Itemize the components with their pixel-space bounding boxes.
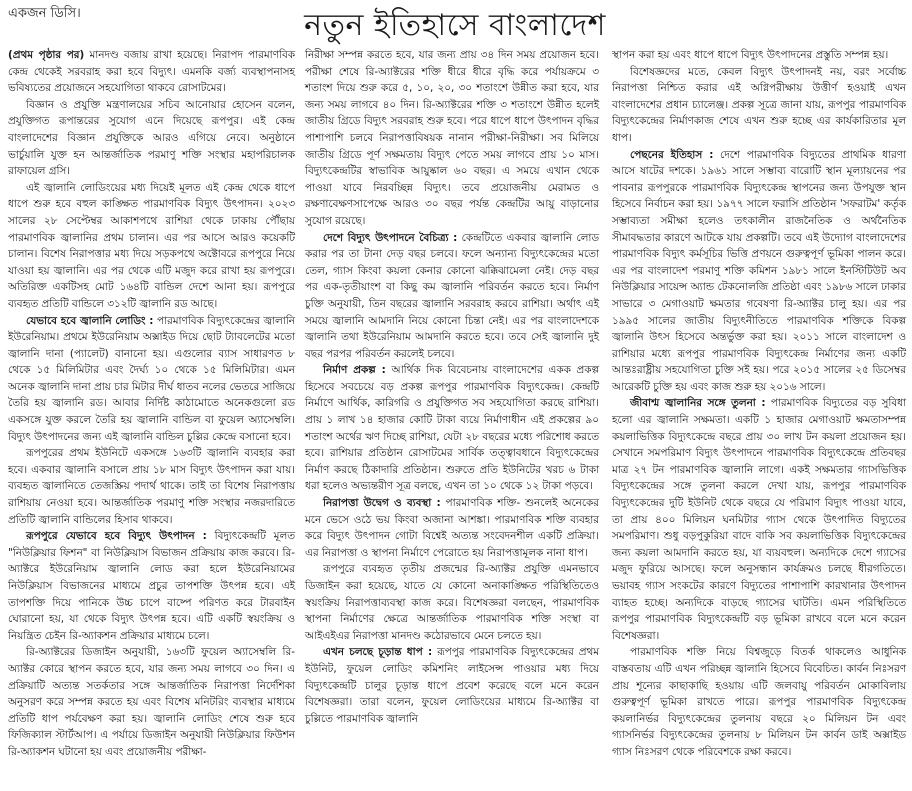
section-subheading: নিরাপত্তা উদ্বেগ ও ব্যবস্থা : xyxy=(323,497,441,510)
article-paragraph xyxy=(8,644,295,760)
paragraph-text: স্থাপন করা হয় এবং ধাপে ধাপে বিদ্যুৎ উৎপাদনের প্রস্তুতি সম্পন্ন হয়। xyxy=(612,49,889,61)
paragraph-text: নিরীক্ষা সম্পন্ন করতে হবে, যার জন্য প্রায় ৩৪ দিন সময় প্রয়োজন হবে। পরীক্ষা শেষে রি-অ্যাক্টরের শক্তি ধীরে ধীরে বৃদ্ধি করে পর্যায়ক্রমে ৩ শতাংশ দিয়ে শুরু করে ৫, ১০, ২০, ৩০ শতাংশে উন্নীত করা হবে, যার জন্য সময় লাগবে ৪০ দিন। রি-অ্যাক্টরের শক্তি ৩ শতাংশে উন্নীত হলেই জাতীয় গ্রিডে বিদ্যুৎ সরবরাহ শুরু হবে। পরে ধাপে ধাপে উৎপাদন বৃদ্ধির পাশাপাশি চলবে নিরাপত্তাবিষয়ক নানান পরীক্ষা-নিরীক্ষা। সব মিলিয়ে জাতীয় গ্রিডে পূর্ণ সক্ষমতায় বিদ্যুৎ পেতে সময় লাগবে প্রায় ১০ মাস। বিদ্যুৎকেন্দ্রটির স্বাভাবিক আয়ুষ্কাল ৬০ বছর। এ সময়ে এখান থেকে পাওয়া যাবে নিরবচ্ছিন্ন বিদ্যুৎ। তবে প্রয়োজনীয় মেরামত ও রক্ষণাবেক্ষণসাপেক্ষে আরও ৩০ বছর পর্যন্ত কেন্দ্রটির আয়ু বাড়ানোর সুযোগ রয়েছে। xyxy=(305,49,599,227)
article-paragraph xyxy=(612,47,906,64)
article-paragraph xyxy=(8,313,295,446)
section-subheading: নির্মাণ প্রকল্প : xyxy=(323,364,386,377)
article-paragraph xyxy=(8,180,295,313)
article-paragraph xyxy=(305,362,599,495)
paragraph-text: রূপপুরের প্রথম ইউনিটে একসঙ্গে ১৬৩টি জ্বালানি ব্যবহার করা হবে। একবার জ্বালানি বসালে প্রায় ১৮ মাস বিদ্যুৎ উৎপাদন করা যায়। ব্যবহৃত জ্বালানিতে তেজস্ক্রিয় পদার্থ থাকে। তাই তা বিশেষ নিরাপত্তায় রাশিয়ায় নেওয়া হবে। আন্তর্জাতিক পরমাণু শক্তি সংস্থার নজরদারিতে প্রতিটি জ্বালানি বান্ডিলের হিসাব থাকবে। xyxy=(8,447,295,526)
article-paragraph xyxy=(8,528,295,644)
paragraph-text: পারমাণবিক শক্তি নিয়ে বিশ্বজুড়ে বিতর্ক থাকলেও আধুনিক বাস্তবতায় এটি এখন পরিচ্ছন্ন জ্বালানি হিসেবে বিবেচিত। কার্বন নিঃসরণ প্রায় শূন্যের কাছাকাছি হওয়ায় এটি জলবায়ু পরিবর্তন মোকাবিলায় গুরুত্বপূর্ণ ভূমিকা রাখতে পারে। রূপপুর পারমাণবিক বিদ্যুৎকেন্দ্র কয়লানির্ভর বিদ্যুৎকেন্দ্রের তুলনায় বছরে ২০ মিলিয়ন টন এবং গ্যাসনির্ভর বিদ্যুৎকেন্দ্রের তুলনায় ৮ মিলিয়ন টন কার্বন ডাই অক্সাইড গ্যাস নিঃসরণ থেকে পরিবেশকে রক্ষা করবে। xyxy=(612,646,906,758)
article-paragraph xyxy=(305,561,599,644)
article-column-2 xyxy=(305,47,599,727)
paragraph-text: বিজ্ঞান ও প্রযুক্তি মন্ত্রণালয়ের সচিব আনোয়ার হোসেন বলেন, প্রযুক্তিগত রূপান্তরের সুযোগ এনে দিয়েছে রূপপুর। এই কেন্দ্র বাংলাদেশের বিজ্ঞান প্রযুক্তিকে আরও এগিয়ে নেবে। অনুষ্ঠানে ভার্চুয়ালি যুক্ত হন আন্তর্জাতিক পরমাণু শক্তি সংস্থার মহাপরিচালক রাফায়েল গ্রসি। xyxy=(8,98,295,178)
section-subheading: জীবাশ্ম জ্বালানির সঙ্গে তুলনা : xyxy=(630,397,766,410)
paragraph-text: মানদণ্ড বজায় রাখা হয়েছে। নিরাপদ পারমাণবিক কেন্দ্র থেকেই সরবরাহ করা হবে বিদ্যুৎ। এমনকি বর্জ্য ব্যবস্থাপনাসহ ভবিষ্যতের প্রয়োজনে সহযোগিতা থাকবে রোসাটমের। xyxy=(8,49,295,95)
previous-article-tail: একজন ডিসি। xyxy=(8,6,81,21)
paragraph-text: এই জ্বালানি লোডিংয়ের মধ্য দিয়েই মূলত এই কেন্দ্র থেকে ধাপে ধাপে শুরু হবে বহুল কাঙ্ক্ষিত পারমাণবিক বিদ্যুৎ উৎপাদন। ২০২৩ সালের ২৮ সেপ্টেম্বর আকাশপথে রাশিয়া থেকে ঢাকায় পৌঁছায় পারমাণবিক জ্বালানির প্রথম চালান। এর পর আসে আরও কয়েকটি চালান। বিশেষ নিরাপত্তার মধ্য দিয়ে সড়কপথে অক্টোবরে রূপপুরে নিয়ে যাওয়া হয় জ্বালানি। এর পর থেকে এটি মজুদ করে রাখা হয় রূপপুরে। অতিরিক্ত একটিসহ মোট ১৬৪টি বান্ডিল দেশে আনা হয়। রূপপুরে ব্যবহৃত প্রতিটি বান্ডিলে ৩১২টি জ্বালানি রড আছে। xyxy=(8,181,295,310)
article-paragraph xyxy=(305,47,599,230)
article-headline: নতুন ইতিহাসে বাংলাদেশ xyxy=(304,8,606,43)
article-paragraph xyxy=(612,395,906,644)
paragraph-text: পারমাণবিক শক্তি- শুনলেই অনেকের মনে ভেসে ওঠে ভয় কিংবা অজানা আশঙ্কা। পারমাণবিক শক্তি ব্যবহার করে বিদ্যুৎ উৎপাদন গোটা বিশ্বেই অত্যন্ত সংবেদনশীল একটি প্রক্রিয়া। এর নিরাপত্তা ও স্থাপনা নির্মাণে পেরোতে হয় নিরাপত্তামূলক নানা ধাপ। xyxy=(305,497,599,559)
section-subheading: যেভাবে হবে জ্বালানি লোডিং : xyxy=(26,314,154,327)
article-paragraph xyxy=(305,495,599,561)
section-subheading: এখন চলছে চূড়ান্ত ধাপ : xyxy=(323,646,433,659)
paragraph-text: রি-অ্যাক্টরের ডিজাইন অনুযায়ী, ১৬৩টি ফুয়েল অ্যাসেম্বলি রি-অ্যাক্টর কোরে স্থাপন করতে হবে, যার জন্য সময় লাগবে ৩০ দিন। এ প্রক্রিয়াটি অত্যন্ত সতর্কতার সঙ্গে আন্তর্জাতিক নিরাপত্তা নির্দেশিকা অনুসরণ করে সম্পন্ন করতে হয় এবং বিশেষ মনিটরিং ব্যবস্থার মাধ্যমে প্রতিটি ধাপ পর্যবেক্ষণ করা হয়। জ্বালানি লোডিং শেষে শুরু হবে ফিজিক্যাল স্টার্টআপ। এ পর্যায়ে ডিজাইন অনুযায়ী নিউক্লিয়ার ফিউশন রি-অ্যাকশন ঘটানো হয় এবং প্রয়োজনীয় পরীক্ষা- xyxy=(8,646,295,758)
article-column-3 xyxy=(612,47,906,761)
paragraph-text: রূপপুর পারমাণবিক বিদ্যুৎকেন্দ্রের প্রথম ইউনিট, ফুয়েল লোডিং কমিশনিং লাইসেন্স পাওয়ার মধ্য দিয়ে বিদ্যুৎকেন্দ্রটি চালুর চূড়ান্ত ধাপে প্রবেশ করেছে বলে মনে করেন বিশেষজ্ঞরা। তারা বলেন, ফুয়েল লোডিংয়ের মাধ্যমে রি-অ্যাক্টর বা চুল্লিতে পারমাণবিক জ্বালানি xyxy=(305,646,599,725)
section-subheading: দেশে বিদ্যুৎ উৎপাদনে বৈচিত্র্য : xyxy=(323,231,458,244)
paragraph-text: পারমাণবিক বিদ্যুতের বড় সুবিধা হলো এর জ্বালানি সক্ষমতা। একটি ১ হাজার মেগাওয়াট ক্ষমতাসম্পন্ন কয়লাভিত্তিক বিদ্যুৎকেন্দ্রে বছরে প্রায় ৩০ লাখ টন কয়লা প্রয়োজন হয়। সেখানে সমপরিমাণ বিদ্যুৎ উৎপাদনে পারমাণবিক বিদ্যুৎকেন্দ্রে প্রতিবছর মাত্র ২৭ টন পারমাণবিক জ্বালানি লাগে। একই সক্ষমতার গ্যাসভিত্তিক বিদ্যুৎকেন্দ্রের সঙ্গে তুলনা করলে দেখা যায়, রূপপুর পারমাণবিক বিদ্যুৎকেন্দ্রের দুটি ইউনিট থেকে বছরে যে পরিমাণ বিদ্যুৎ পাওয়া যাবে, তা প্রায় ৪০০ মিলিয়ন ঘনমিটার গ্যাস থেকে উৎপাদিত বিদ্যুতের সমপরিমাণ। শুধু বড়পুকুরিয়া বাদে বাকি সব কয়লাভিত্তিক বিদ্যুৎকেন্দ্রের জন্য কয়লা আমদানি করতে হয়, যা ব্যয়বহুল। অন্যদিকে দেশে গ্যাসের মজুদ ফুরিয়ে আসছে। ফলে অনুসন্ধান কার্যক্রমও চলছে ধীরগতিতে। ভয়াবহ গ্যাস সংকটের কারণে বিদ্যুতের পাশাপাশি কারখানার উৎপাদন ব্যাহত হচ্ছে। অন্যদিকে বাড়ছে গ্যাসের ঘাটতি। এমন পরিস্থিতিতে রূপপুর পারমাণবিক বিদ্যুৎকেন্দ্রটি বড় ভূমিকা রাখবে বলে মনে করেন বিশেষজ্ঞরা। xyxy=(612,397,906,642)
article-paragraph xyxy=(612,147,906,396)
article-column-1 xyxy=(8,47,295,761)
paragraph-text: রূপপুরে ব্যবহৃত তৃতীয় প্রজন্মের রি-অ্যাক্টর প্রযুক্তি এমনভাবে ডিজাইন করা হয়েছে, যাতে যে কোনো অনাকাঙ্ক্ষিত পরিস্থিতিতেও স্বয়ংক্রিয় নিরাপত্তাব্যবস্থা কাজ করে। বিশেষজ্ঞরা বলছেন, পারমাণবিক স্থাপনা নির্মাণের ক্ষেত্রে আন্তর্জাতিক পারমাণবিক শক্তি সংস্থা বা আইএইএর নিরাপত্তা মানদণ্ড কঠোরভাবে মেনে চলতে হয়। xyxy=(305,563,599,642)
paragraph-text: বিদ্যুৎকেন্দ্রটি মূলত "নিউক্লিয়ার ফিশন" বা নিউক্লিয়াস বিভাজন প্রক্রিয়ায় কাজ করবে। রি-অ্যাক্টরে ইউরেনিয়াম জ্বালানি লোড করা হলে ইউরেনিয়ামের নিউক্লিয়াস বিভাজনের মাধ্যমে প্রচুর তাপশক্তি উৎপন্ন হবে। এই তাপশক্তি দিয়ে পানিকে উচ্চ চাপে বাষ্পে পরিণত করে টারবাইন ঘোরানো হয়, যা থেকে বিদ্যুৎ উৎপন্ন হবে। এটি একটি স্বয়ংক্রিয় ও নিয়ন্ত্রিত চেইন রি-অ্যাকশন প্রক্রিয়ার মাধ্যমে চলে। xyxy=(8,530,295,642)
paragraph-text: আর্থিক দিক বিবেচনায় বাংলাদেশের একক প্রকল্প হিসেবে সবচেয়ে বড় প্রকল্প রূপপুর পারমাণবিক বিদ্যুৎকেন্দ্র। কেন্দ্রটি নির্মাণে আর্থিক, কারিগরি ও প্রযুক্তিগত সব সহযোগিতা করছে রাশিয়া। প্রায় ১ লাখ ১৪ হাজার কোটি টাকা ব্যয়ে নির্মাণাধীন এই প্রকল্পের ৯০ শতাংশ অর্থের ঋণ দিচ্ছে রাশিয়া, যেটা ২৮ বছরের মধ্যে পরিশোধ করতে হবে। রাশিয়ার প্রতিষ্ঠান রোসাটমের সার্বিক তত্ত্বাবধানে বিদ্যুৎকেন্দ্রের নির্মাণ করছে ঠিকাদারি প্রতিষ্ঠান। শুরুতে প্রতি ইউনিটের খরচ ৬ টাকা ধরা হলেও অভ্যন্তরীণ সূত্র বলছে, এখন তা ১০ থেকে ১২ টাকা পড়বে। xyxy=(305,364,599,493)
article-paragraph xyxy=(305,230,599,363)
paragraph-text: দেশে পারমাণবিক বিদ্যুতের প্রাথমিক ধারণা আসে ষাটের দশকে। ১৯৬১ সালে সম্ভাব্য বারোটি স্থান মূল্যায়নের পর পাবনার রূপপুরকে পারমাণবিক বিদ্যুৎকেন্দ্র স্থাপনের জন্য উপযুক্ত স্থান হিসেবে নির্বাচন করা হয়। ১৯৭৭ সালে ফরাসি প্রতিষ্ঠান 'সফরাটম' কর্তৃক সম্ভাব্যতা সমীক্ষা হলেও তৎকালীন রাজনৈতিক ও অর্থনৈতিক সীমাবদ্ধতার কারণে আটকে যায় প্রকল্পটি। তবে এই উদ্যোগ বাংলাদেশের পারমাণবিক বিদ্যুৎ কর্মসূচির ভিত্তি প্রণয়নে গুরুত্বপূর্ণ ভূমিকা পালন করে। এর পর বাংলাদেশ পরমাণু শক্তি কমিশন ১৯৮১ সালে ইনস্টিটিউট অব নিউক্লিয়ার সায়েন্স অ্যান্ড টেকনোলজি প্রতিষ্ঠা এবং ১৯৮৬ সালে ঢাকার সাভারে ৩ মেগাওয়াট ক্ষমতার গবেষণা রি-অ্যাক্টর চালু হয়। এর পর ১৯৯৫ সালের জাতীয় বিদ্যুৎনীতিতে পারমাণবিক শক্তিকে বিকল্প জ্বালানি উৎস হিসেবে অন্তর্ভুক্ত করা হয়। ২০১১ সালে বাংলাদেশ ও রাশিয়ার মধ্যে রূপপুর পারমাণবিক বিদ্যুৎকেন্দ্র নির্মাণের জন্য একটি আন্তঃরাষ্ট্রীয় সহযোগিতা চুক্তি সই হয়। পরে ২০১৫ সালের ২৫ ডিসেম্বর আরেকটি চুক্তি হয় এবং কাজ শুরু হয় ২০১৬ সালে। xyxy=(612,148,906,393)
article-paragraph xyxy=(612,644,906,760)
paragraph-text: কেন্দ্রটিতে একবার জ্বালানি লোড করার পর তা টানা দেড় বছর চলবে। ফলে অন্যান্য বিদ্যুৎকেন্দ্রের মতো তেল, গ্যাস কিংবা কয়লা কেনার কোনো ঝক্কিঝামেলা নেই। দেড় বছর পর এক-তৃতীয়াংশ বা কিছু কম জ্বালানি পরিবর্তন করতে হবে। নির্মাণ চুক্তি অনুযায়ী, তিন বছরের জ্বালানি সরবরাহ করবে রাশিয়া। অর্থাৎ এই সময়ে জ্বালানি আমদানি নিয়ে কোনো চিন্তা নেই। এর পর বাংলাদেশকে জ্বালানি তথা ইউরেনিয়াম আমদানি করতে হবে। তবে সেই জ্বালানি দুই বছর পরপর পরিবর্তন করলেই চলবে। xyxy=(305,231,599,360)
article-paragraph xyxy=(8,97,295,180)
article-paragraph xyxy=(8,445,295,528)
section-subheading: পেছনের ইতিহাস : xyxy=(630,148,714,161)
paragraph-text: বিশেষজ্ঞদের মতে, কেবল বিদ্যুৎ উৎপাদনই নয়, বরং সর্বোচ্চ নিরাপত্তা নিশ্চিত করার এই অগ্নিপরীক্ষায় উত্তীর্ণ হওয়াই এখন বাংলাদেশের প্রধান চ্যালেঞ্জ। প্রকল্প সূত্রে জানা যায়, রূপপুর পারমাণবিক বিদ্যুৎকেন্দ্রের নির্মাণকাজ শেষে এখন শুরু হচ্ছে এর কার্যকারিতার মূল ধাপ। xyxy=(612,65,906,144)
article-paragraph xyxy=(8,47,295,97)
section-subheading: রূপপুরে যেভাবে হবে বিদ্যুৎ উৎপাদন : xyxy=(26,530,207,543)
article-paragraph xyxy=(612,64,906,147)
paragraph-text: পারমাণবিক বিদ্যুৎকেন্দ্রের জ্বালানি ইউরেনিয়াম। প্রথমে ইউরেনিয়াম অক্সাইড দিয়ে ছোট ট্যাবলেটের মতো জ্বালানি দানা (প্যালেট) বানানো হয়। এগুলোর ব্যাস সাধারণত ৮ থেকে ১৫ মিলিমিটার এবং দৈর্ঘ্য ১০ থেকে ১৫ মিলিমিটার। এমন অনেক জ্বালানি দানা প্রায় চার মিটার দীর্ঘ ধাতব নলের ভেতরে সাজিয়ে তৈরি হয় জ্বালানি রড। আবার নির্দিষ্ট কাঠামোতে অনেকগুলো রড একসঙ্গে যুক্ত করলে তৈরি হয় জ্বালানি বান্ডিল বা ফুয়েল অ্যাসেম্বলি। বিদ্যুৎ উৎপাদনের জন্য এই জ্বালানি বান্ডিল চুল্লির কেন্দ্রে বসানো হবে। xyxy=(8,314,295,443)
section-subheading: (প্রথম পৃষ্ঠার পর) xyxy=(8,49,85,61)
article-paragraph xyxy=(305,644,599,727)
